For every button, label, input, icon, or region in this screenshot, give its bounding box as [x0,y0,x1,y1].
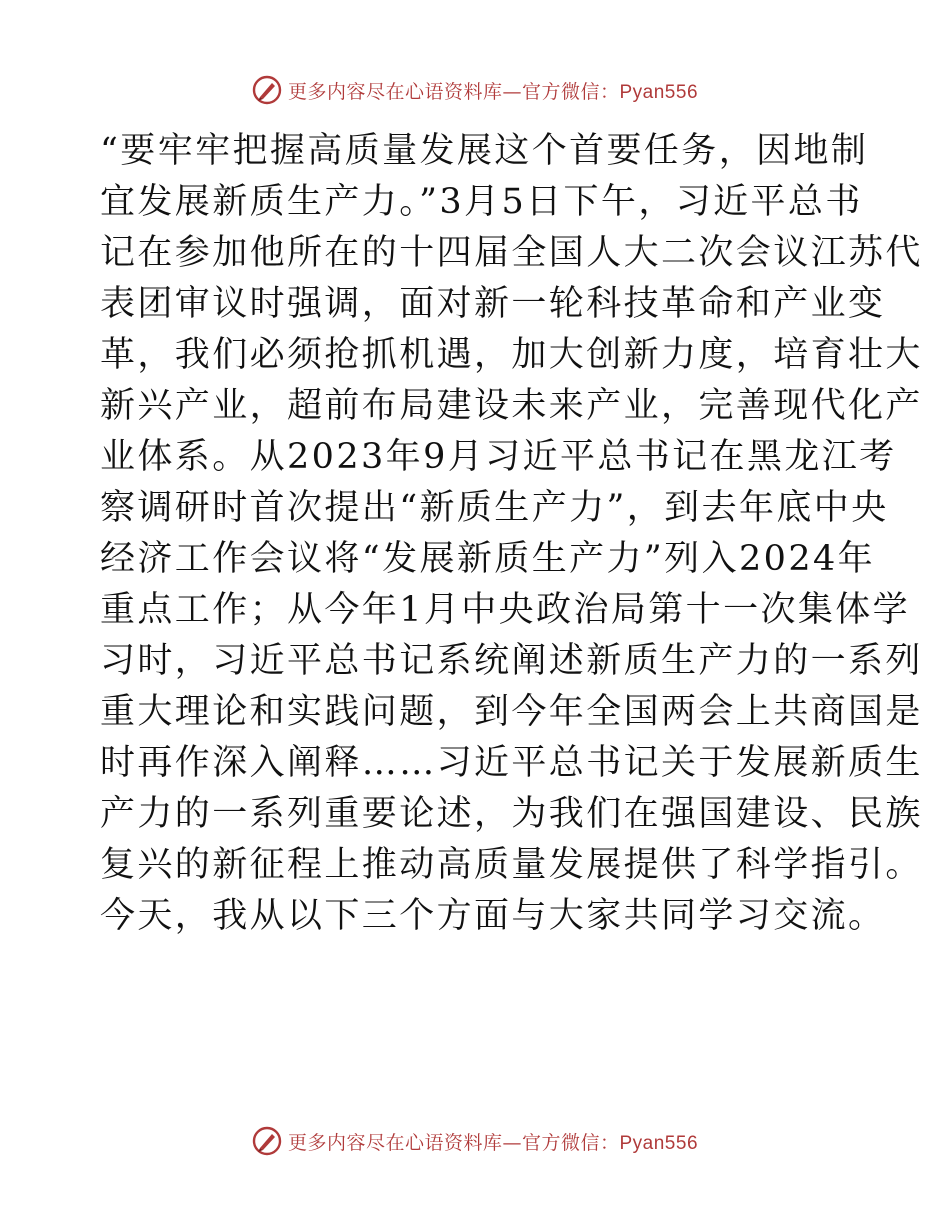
text-line: 经济工作会议将“发展新质生产力”列入2024年 [100,539,876,579]
text-line: 新兴产业，超前布局建设未来产业，完善现代化产 [100,386,923,426]
watermark-text: 更多内容尽在心语资料库—官方微信：Pyan556 [287,1131,699,1154]
body-paragraph [100,126,923,942]
text-line: 产力的一系列重要论述，为我们在强国建设、民族 [100,794,923,834]
header-watermark [0,70,950,110]
text-line: 察调研时首次提出“新质生产力”，到去年底中央 [100,488,889,528]
pen-logo-icon [252,1126,282,1156]
watermark-id: Pyan556 [619,1132,699,1154]
text-line: 重点工作；从今年1月中央政治局第十一次集体学 [100,590,911,630]
watermark-text: 更多内容尽在心语资料库—官方微信：Pyan556 [287,80,699,103]
text-line: 重大理论和实践问题，到今年全国两会上共商国是 [100,692,923,732]
text-line: 革，我们必须抢抓机遇，加大创新力度，培育壮大 [100,335,923,375]
text-line: 时再作深入阐释……习近平总书记关于发展新质生 [100,743,923,783]
footer-watermark [0,1121,950,1161]
text-line: 表团审议时强调，面对新一轮科技革命和产业变 [100,284,886,324]
text-line: 记在参加他所在的十四届全国人大二次会议江苏代 [100,233,923,273]
watermark-id: Pyan556 [619,81,699,103]
text-line: 复兴的新征程上推动高质量发展提供了科学指引。 [100,845,923,885]
text-line: 业体系。从2023年9月习近平总书记在黑龙江考 [100,437,897,477]
text-line: “要牢牢把握高质量发展这个首要任务，因地制 [100,131,869,171]
text-line: 宜发展新质生产力。”3月5日下午，习近平总书 [100,182,863,222]
pen-logo-icon [252,75,282,105]
text-line: 习时，习近平总书记系统阐述新质生产力的一系列 [100,641,923,681]
text-line: 今天，我从以下三个方面与大家共同学习交流。 [100,896,886,936]
